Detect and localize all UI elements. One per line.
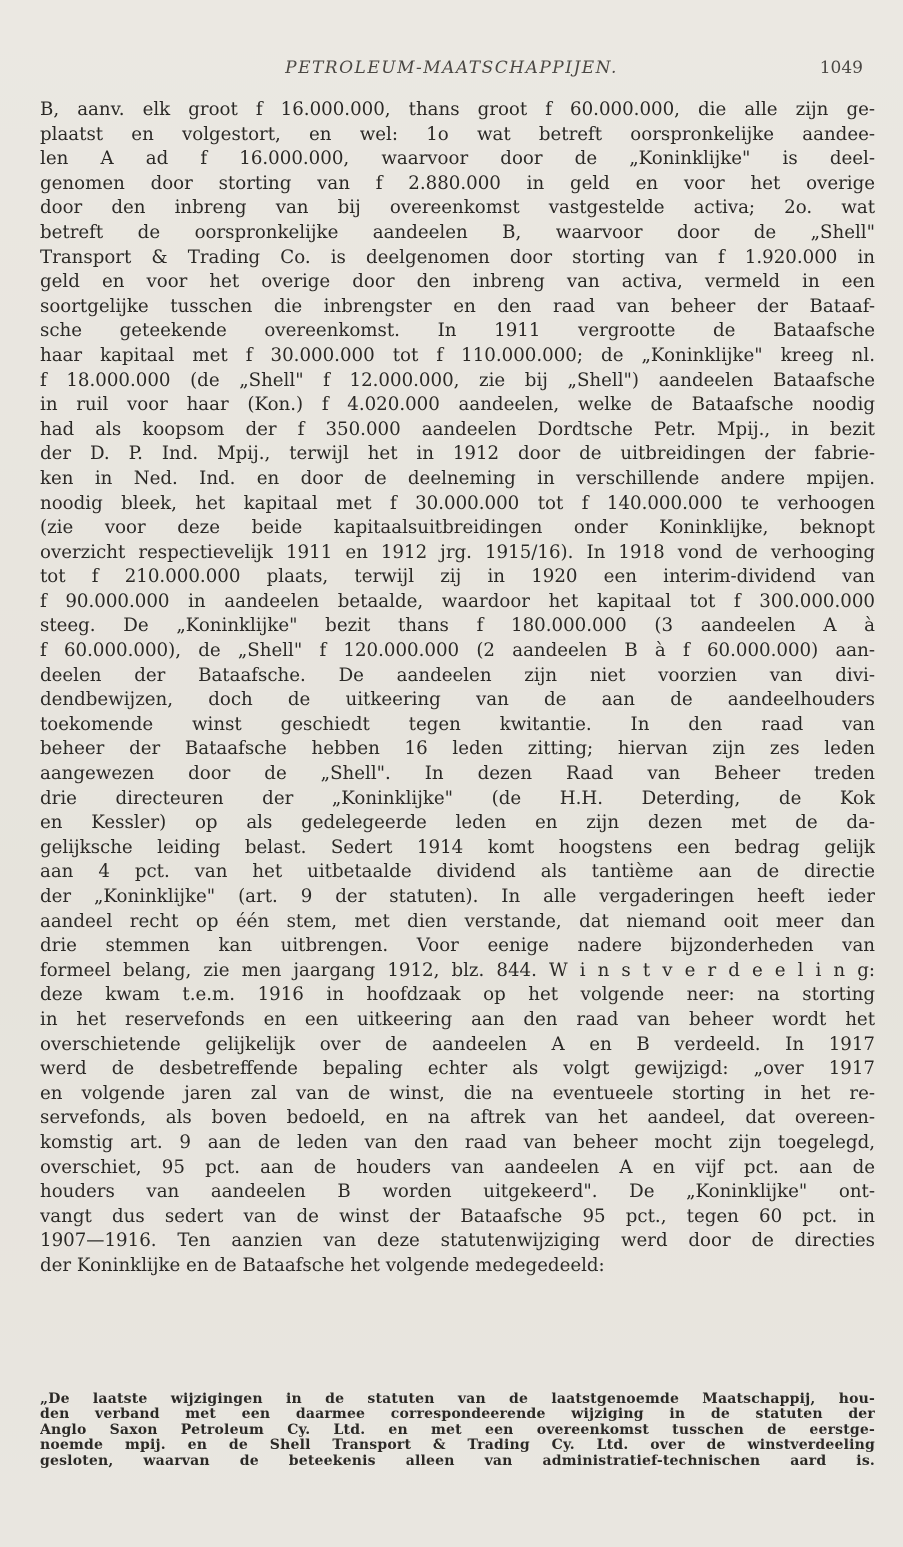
text-line: vangt dus sedert van de winst der Bataafsche 95 pct., tegen 60 pct. in: [40, 1205, 875, 1227]
text-line: komstig art. 9 aan de leden van den raad van beheer mocht zijn toegelegd,: [40, 1131, 875, 1153]
quoted-statement: [40, 1392, 875, 1469]
text-line: door den inbreng van bij overeenkomst vastgestelde activa; 2o. wat: [40, 197, 875, 219]
text-line: noodig bleek, het kapitaal met f 30.000.000 tot f 140.000.000 te verhoogen: [40, 492, 875, 514]
text-line: deelen der Bataafsche. De aandeelen zijn niet voorzien van divi-: [40, 664, 875, 686]
text-line: der Koninklijke en de Bataafsche het volgende medegedeeld:: [40, 1254, 605, 1276]
text-line: aandeel recht op één stem, met dien verstande, dat niemand ooit meer dan: [40, 910, 875, 932]
text-line: Transport & Trading Co. is deelgenomen door storting van f 1.920.000 in: [40, 246, 875, 268]
text-line: soortgelijke tusschen die inbrengster en den raad van beheer der Bataaf-: [40, 295, 875, 317]
text-line: plaatst en volgestort, en wel: 1o wat betreft oorspronkelijke aandee-: [40, 123, 875, 145]
quote-line: „De laatste wijzigingen in de statuten van de laatstgenoemde Maatschappij, hou-: [40, 1392, 875, 1407]
running-title: PETROLEUM-MAATSCHAPPIJEN.: [285, 58, 618, 78]
text-line: had als koopsom der f 350.000 aandeelen Dordtsche Petr. Mpij., in bezit: [40, 418, 875, 440]
text-line: en Kessler) op als gedelegeerde leden en zijn dezen met de da-: [40, 812, 875, 834]
text-line: der D. P. Ind. Mpij., terwijl het in 1912 door de uitbreidingen der fabrie-: [40, 443, 875, 465]
text-line: f 18.000.000 (de „Shell" f 12.000.000, zie bij „Shell") aandeelen Bataafsche: [40, 369, 875, 391]
text-line: len A ad f 16.000.000, waarvoor door de „Koninklijke" is deel-: [40, 148, 875, 170]
text-line: geld en voor het overige door den inbreng van activa, vermeld in een: [40, 271, 875, 293]
text-line: werd de desbetreffende bepaling echter als volgt gewijzigd: „over 1917: [40, 1058, 875, 1080]
text-line: steeg. De „Koninklijke" bezit thans f 180.000.000 (3 aandeelen A à: [40, 615, 875, 637]
text-line: aangewezen door de „Shell". In dezen Raad van Beheer treden: [40, 763, 875, 785]
text-line: dendbewijzen, doch de uitkeering van de aan de aandeelhouders: [40, 689, 875, 711]
body-text: [40, 98, 875, 1279]
text-line: beheer der Bataafsche hebben 16 leden zitting; hiervan zijn zes leden: [40, 738, 875, 760]
page-number: 1049: [819, 58, 863, 78]
text-line: B, aanv. elk groot f 16.000.000, thans groot f 60.000.000, die alle zijn ge-: [40, 99, 875, 120]
quote-line: noemde mpij. en de Shell Transport & Trading Cy. Ltd. over de winstverdeeling: [40, 1438, 875, 1454]
text-line: 1907—1916. Ten aanzien van deze statutenwijziging werd door de directies: [40, 1230, 875, 1252]
text-line: servefonds, als boven bedoeld, en na aftrek van het aandeel, dat overeen-: [40, 1107, 875, 1129]
text-line: haar kapitaal met f 30.000.000 tot f 110.000.000; de „Koninklijke" kreeg nl.: [40, 344, 875, 366]
text-line: drie directeuren der „Koninklijke" (de H.H. Deterding, de Kok: [40, 787, 875, 809]
text-line: genomen door storting van f 2.880.000 in geld en voor het overige: [40, 172, 875, 194]
text-line: en volgende jaren zal van de winst, die na eventueele storting in het re-: [40, 1082, 875, 1104]
text-line: overschiet, 95 pct. aan de houders van aandeelen A en vijf pct. aan de: [40, 1156, 875, 1178]
text-line: in ruil voor haar (Kon.) f 4.020.000 aandeelen, welke de Bataafsche noodig: [40, 394, 875, 416]
text-line: sche geteekende overeenkomst. In 1911 vergrootte de Bataafsche: [40, 320, 875, 342]
quote-line: Anglo Saxon Petroleum Cy. Ltd. en met een overeenkomst tusschen de eerstge-: [40, 1422, 875, 1438]
text-line: betreft de oorspronkelijke aandeelen B, waarvoor door de „Shell": [40, 221, 875, 243]
text-line: formeel belang, zie men jaargang 1912, blz. 844. W i n s t v e r d e e l i n g:: [40, 959, 875, 981]
text-line: f 90.000.000 in aandeelen betaalde, waardoor het kapitaal tot f 300.000.000: [40, 590, 875, 612]
text-line: gelijksche leiding belast. Sedert 1914 komt hoogstens een bedrag gelijk: [40, 836, 875, 858]
text-line: der „Koninklijke" (art. 9 der statuten). In alle vergaderingen heeft ieder: [40, 886, 875, 907]
text-line: overzicht respectievelijk 1911 en 1912 jrg. 1915/16). In 1918 vond de verhooging: [40, 541, 875, 563]
text-line: tot f 210.000.000 plaats, terwijl zij in 1920 een interim-dividend van: [40, 566, 875, 588]
text-line: toekomende winst geschiedt tegen kwitantie. In den raad van: [40, 713, 875, 735]
text-line: aan 4 pct. van het uitbetaalde dividend als tantième aan de directie: [40, 861, 875, 883]
running-head: [0, 58, 903, 88]
text-line: drie stemmen kan uitbrengen. Voor eenige nadere bijzonderheden van: [40, 935, 875, 957]
quote-line: den verband met een daarmee correspondeerende wijziging in de statuten der: [40, 1407, 875, 1423]
text-line: deze kwam t.e.m. 1916 in hoofdzaak op het volgende neer: na storting: [40, 984, 875, 1006]
quote-line: gesloten, waarvan de beteekenis alleen van administratief-technischen aard is.: [40, 1453, 875, 1469]
text-line: overschietende gelijkelijk over de aandeelen A en B verdeeld. In 1917: [40, 1033, 875, 1055]
text-line: in het reservefonds en een uitkeering aan den raad van beheer wordt het: [40, 1008, 875, 1030]
text-line: ken in Ned. Ind. en door de deelneming in verschillende andere mpijen.: [40, 467, 875, 489]
text-line: (zie voor deze beide kapitaalsuitbreidingen onder Koninklijke, beknopt: [40, 517, 875, 539]
text-line: f 60.000.000), de „Shell" f 120.000.000 (2 aandeelen B à f 60.000.000) aan-: [40, 640, 875, 662]
text-line: houders van aandeelen B worden uitgekeerd". De „Koninklijke" ont-: [40, 1181, 875, 1203]
